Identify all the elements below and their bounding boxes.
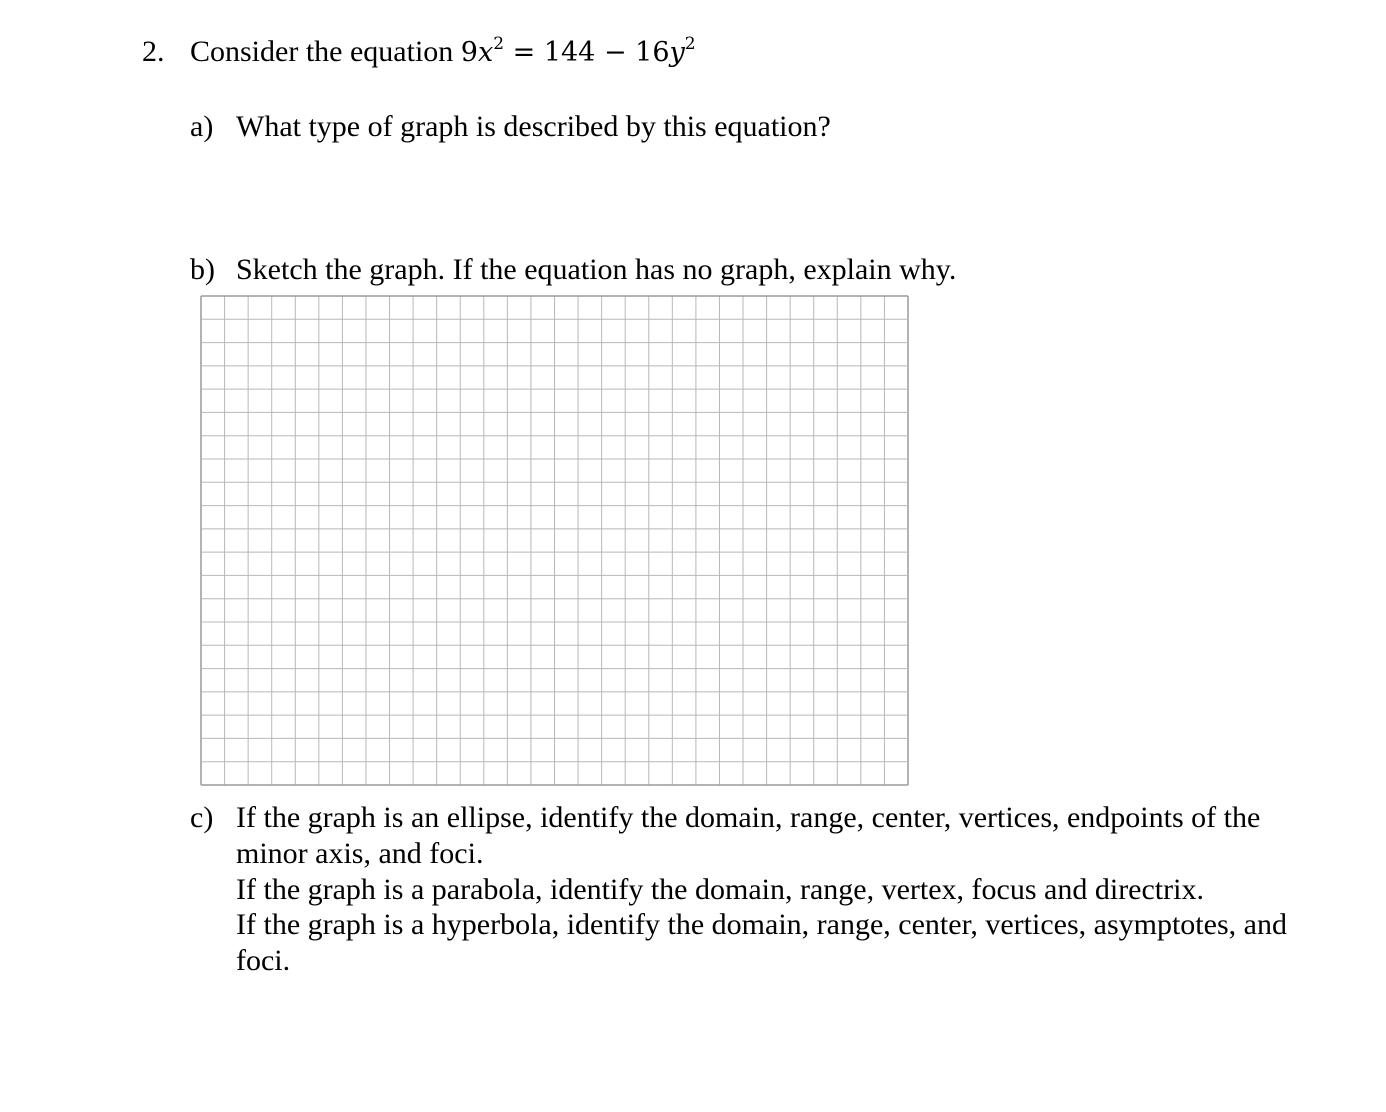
part-c-label: c): [190, 801, 214, 834]
equation-rhs-exponent: 2: [684, 34, 696, 54]
part-a-label: a): [190, 110, 214, 143]
part-c-line-3: If the graph is a parabola, identify the domain, range, vertex, focus and directrix.: [236, 873, 1204, 906]
equation-minus: −: [595, 37, 636, 68]
part-b-label: b): [190, 253, 215, 286]
question-prompt: [190, 34, 696, 71]
question-number: 2.: [142, 35, 165, 68]
part-c-line-1: If the graph is an ellipse, identify the domain, range, center, vertices, endpoints of the: [236, 801, 1261, 834]
equation-lhs-exponent: 2: [493, 34, 505, 54]
question-prefix: Consider the equation: [190, 35, 461, 68]
equation-equals: =: [504, 37, 544, 68]
part-c-line-2: minor axis, and foci.: [236, 837, 484, 870]
equation-lhs-var: x: [477, 37, 494, 68]
equation-constant: 144: [543, 37, 596, 68]
graph-paper-grid: [200, 295, 909, 786]
part-a-text: What type of graph is described by this equation?: [236, 110, 831, 143]
part-b-text: Sketch the graph. If the equation has no graph, explain why.: [236, 253, 957, 286]
equation-rhs-var: y: [669, 37, 685, 68]
part-c-line-4: If the graph is a hyperbola, identify the domain, range, center, vertices, asymptotes, and: [236, 908, 1287, 941]
part-c-line-5: foci.: [236, 944, 291, 977]
equation-rhs-coef: 16: [635, 37, 670, 68]
equation-lhs-coef: 9: [460, 37, 478, 68]
equation: [460, 34, 696, 68]
